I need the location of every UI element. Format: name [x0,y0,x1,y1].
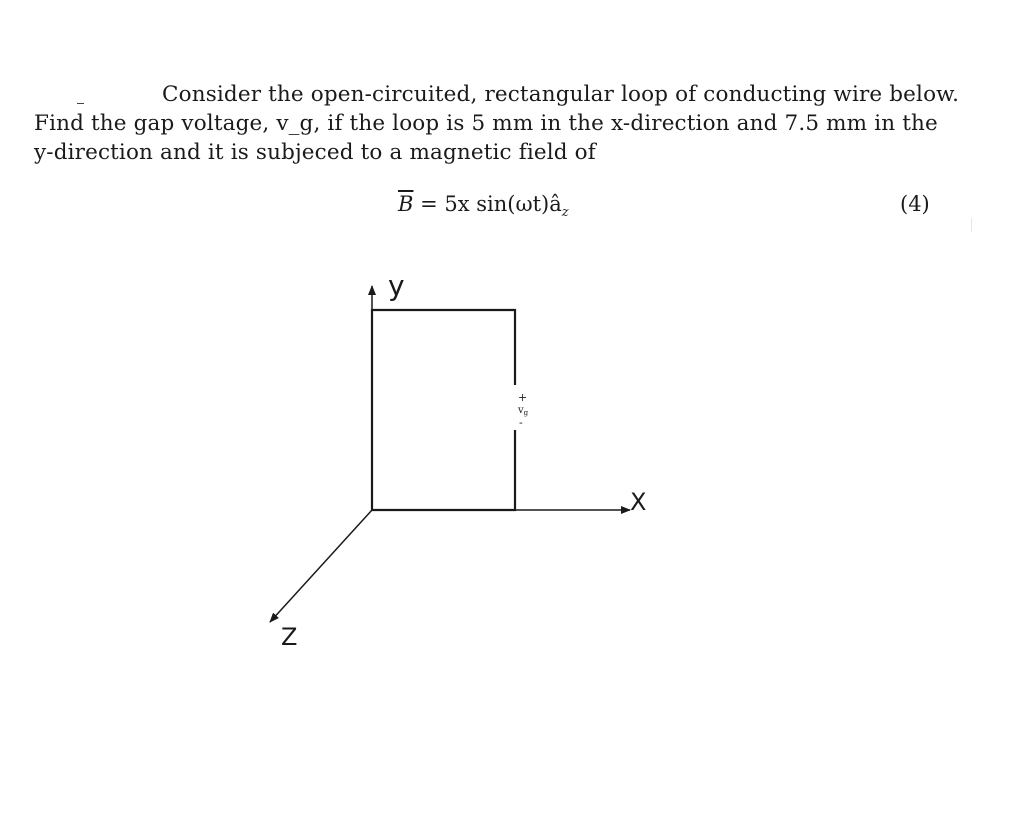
x-axis-label: X [630,488,647,516]
problem-line-3: y-direction and it is subjeced to a magnetic field of [34,140,596,165]
equation-subscript: z [561,205,569,221]
b-vector-symbol: $\overline{B}$ [398,192,414,216]
gap-voltage-subscript: g [523,409,529,417]
problem-line-1: Consider the open-circuited, rectangular loop of conducting wire below. [162,82,960,107]
z-axis-label: Z [281,623,298,651]
gap-voltage-symbol: v [518,405,524,416]
gap-plus-label: + [518,391,528,404]
equation-number: (4) [900,192,930,216]
y-axis-label: y [388,269,405,302]
equation-body: = 5x sin(ωt)â [420,192,562,216]
gap-minus-label: - [519,416,523,429]
problem-line-2: Find the gap voltage, v_g, if the loop is 5 mm in the x-direction and 7.5 mm in the [34,111,938,136]
z-axis [270,510,372,622]
conducting-loop [372,310,515,510]
